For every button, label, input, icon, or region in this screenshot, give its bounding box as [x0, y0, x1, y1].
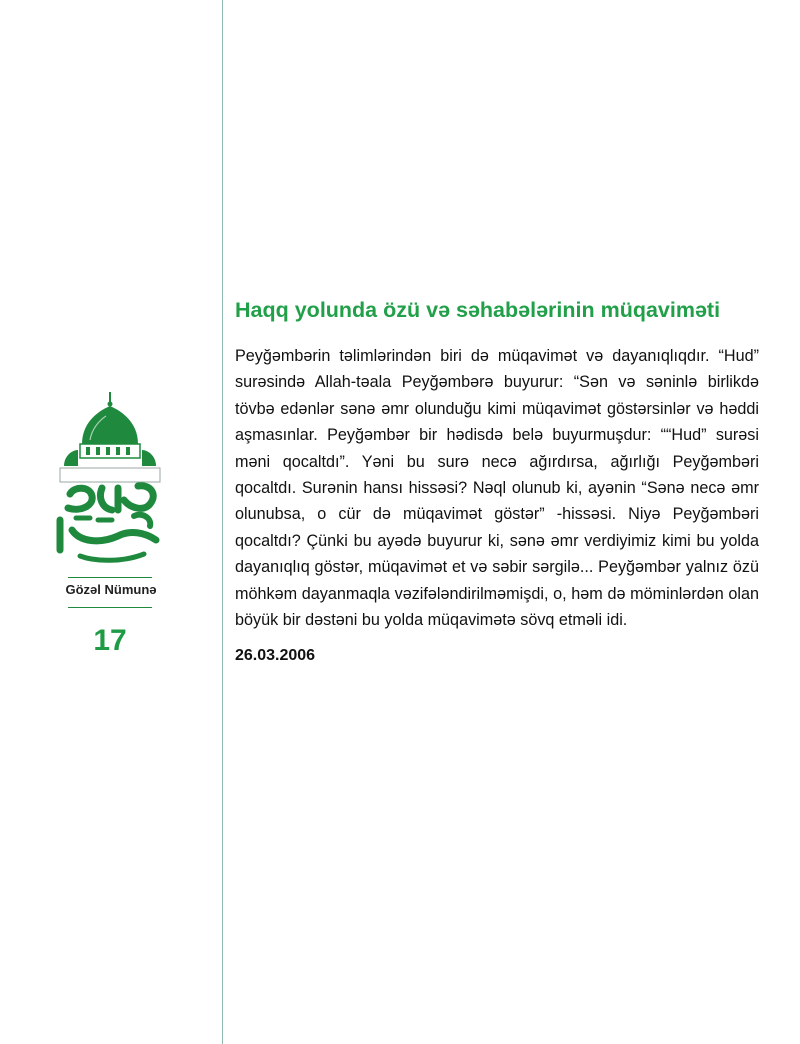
- article: [235, 298, 759, 665]
- article-title: Haqq yolunda özü və səhabələrinin müqaviməti: [235, 298, 721, 322]
- caption-bottom-rule: [68, 607, 152, 608]
- sidebar-divider: [222, 0, 223, 1044]
- page-number: 17: [93, 624, 127, 657]
- logo-caption: Gözəl Nümunə: [65, 582, 157, 597]
- dome-calligraphy-logo: [46, 390, 174, 570]
- article-date: 26.03.2006: [235, 647, 316, 665]
- article-body: Peyğəmbərin təlimlərindən biri də müqavimət və dayanıqlıqdır. “Hud” surəsində Allah-təala Peyğəmbərə buyurur: “Sən və səninlə birlikdə tövbə edənlər sənə əmr olunduğu kimi müqavimət göstərsinlər və həddi aşmasınlar. Peyğəmbər bir hədisdə belə buyurmuşdur: ““Hud” surəsi məni qocaltdı”. Yəni bu surə necə ağırdırsa, ağırlığı Peyğəmbəri qocaltdı. Surənin hansı hissəsi? Nəql olunub ki, ayənin “Sənə necə əmr olunubsa, o cür də müqavimət göstər” -hissəsi. Niyə Peyğəmbəri qocaltdı? Çünki bu ayədə buyurur ki, sənə əmr verdiyimiz kimi bu yolda dayanıqlıq göstər, müqavimət et və səbir sərgilə... Peyğəmbər yalnız özü möhkəm dayanmaqla vəzifələndirilməmişdi, o, həm də möminlərdən olan böyük bir dəstəni bu yolda müqavimətə sövq etməli idi.: [235, 347, 759, 630]
- caption-top-rule: [68, 577, 152, 578]
